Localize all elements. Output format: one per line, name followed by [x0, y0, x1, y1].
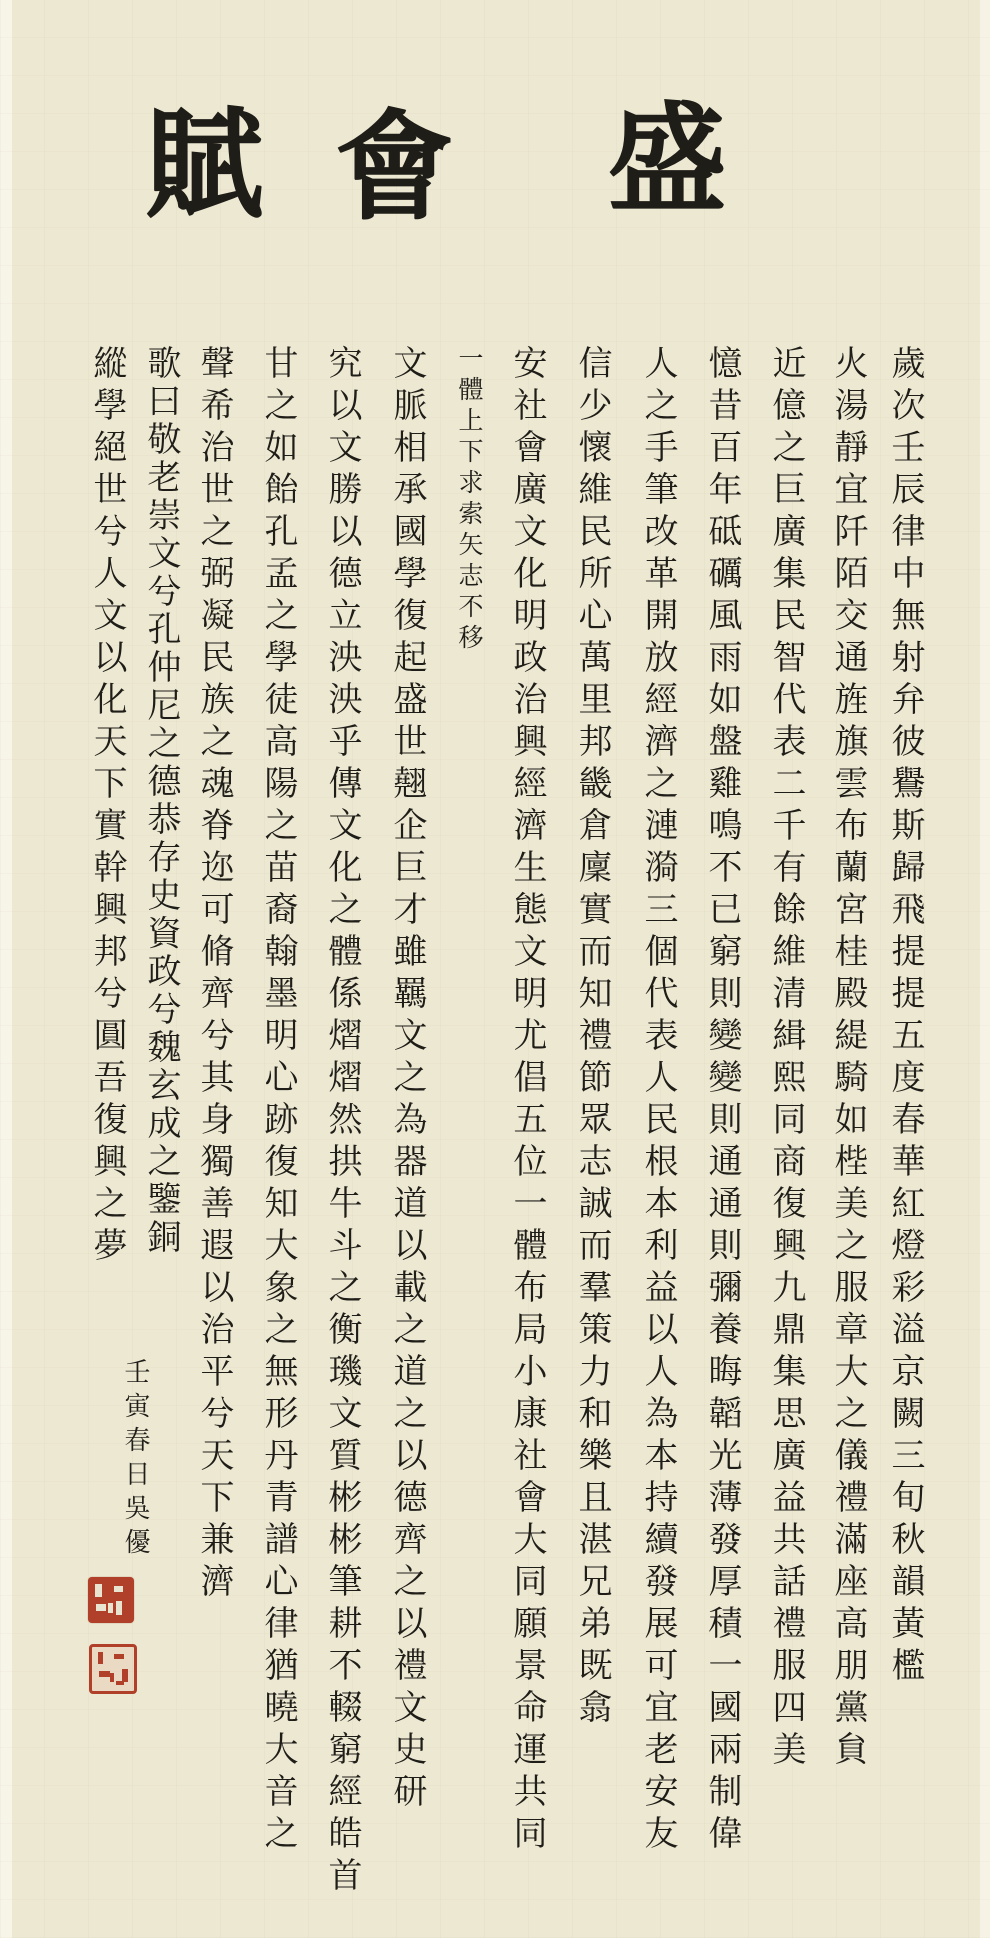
- text-column-14: 縱學絕世兮人文以化天下實幹興邦兮圓吾復興之夢: [87, 345, 127, 1269]
- text-column-5: 人之手筆改革開放經濟之漣漪三個代表人民根本利益以人為本持續發展可宜老安友: [638, 345, 678, 1857]
- text-column-10: 究以文勝以德立泱泱乎傳文化之體係熠熠然拱牛斗之衡璣文質彬彬筆耕不輟窮經皓首: [322, 345, 362, 1899]
- title-char-sheng: 盛: [608, 89, 727, 228]
- title-char-fu: 賦: [145, 95, 264, 234]
- artist-seal-bottom: [89, 1644, 137, 1694]
- title-char-hui: 會: [335, 97, 454, 236]
- text-column-2: 火湯靜宜阡陌交通旌旗雲布蘭宮桂殿緹騎如梐美之服章大之儀禮滿座高朋黨貟: [828, 345, 868, 1773]
- text-column-13: 歌曰敬老崇文兮孔仲尼之德恭存史資政兮魏玄成之鑒銅: [141, 345, 181, 1257]
- artist-signature: 壬寅春日吳優: [120, 1358, 150, 1562]
- artist-seal-top: [88, 1577, 134, 1623]
- text-column-1: 歲次壬辰律中無射弁彼鸒斯歸飛提提五度春華紅燈彩溢京闕三旬秋韻黃檻: [885, 345, 925, 1689]
- text-column-7: 安社會廣文化明政治興經濟生態文明尤倡五位一體布局小康社會大同願景命運共同: [507, 345, 547, 1857]
- text-column-6: 信少懷維民所心萬里邦畿倉廩實而知禮節眾志誠而羣策力和樂且湛兄弟既翕: [572, 345, 612, 1731]
- text-column-11: 甘之如飴孔孟之學徒高陽之苗裔翰墨明心跡復知大象之無形丹青譜心律猶曉大音之: [258, 345, 298, 1857]
- text-column-8: 一體上下求索矢志不移: [455, 345, 484, 655]
- text-column-3: 近億之巨廣集民智代表二千有餘維清緝熙同商復興九鼎集思廣益共話禮服四美: [766, 345, 806, 1773]
- text-column-4: 憶昔百年砥礪風雨如盤雞鳴不已窮則變變則通通則彌養晦韜光薄發厚積一國兩制偉: [702, 345, 742, 1857]
- text-column-12: 聲希治世之弼凝民族之魂脊迩可脩齊兮其身獨善遐以治平兮天下兼濟: [194, 345, 234, 1605]
- text-column-9: 文脈相承國學復起盛世翹企巨才雖羈文之為器道以載之道之以德齊之以禮文史研: [387, 345, 427, 1815]
